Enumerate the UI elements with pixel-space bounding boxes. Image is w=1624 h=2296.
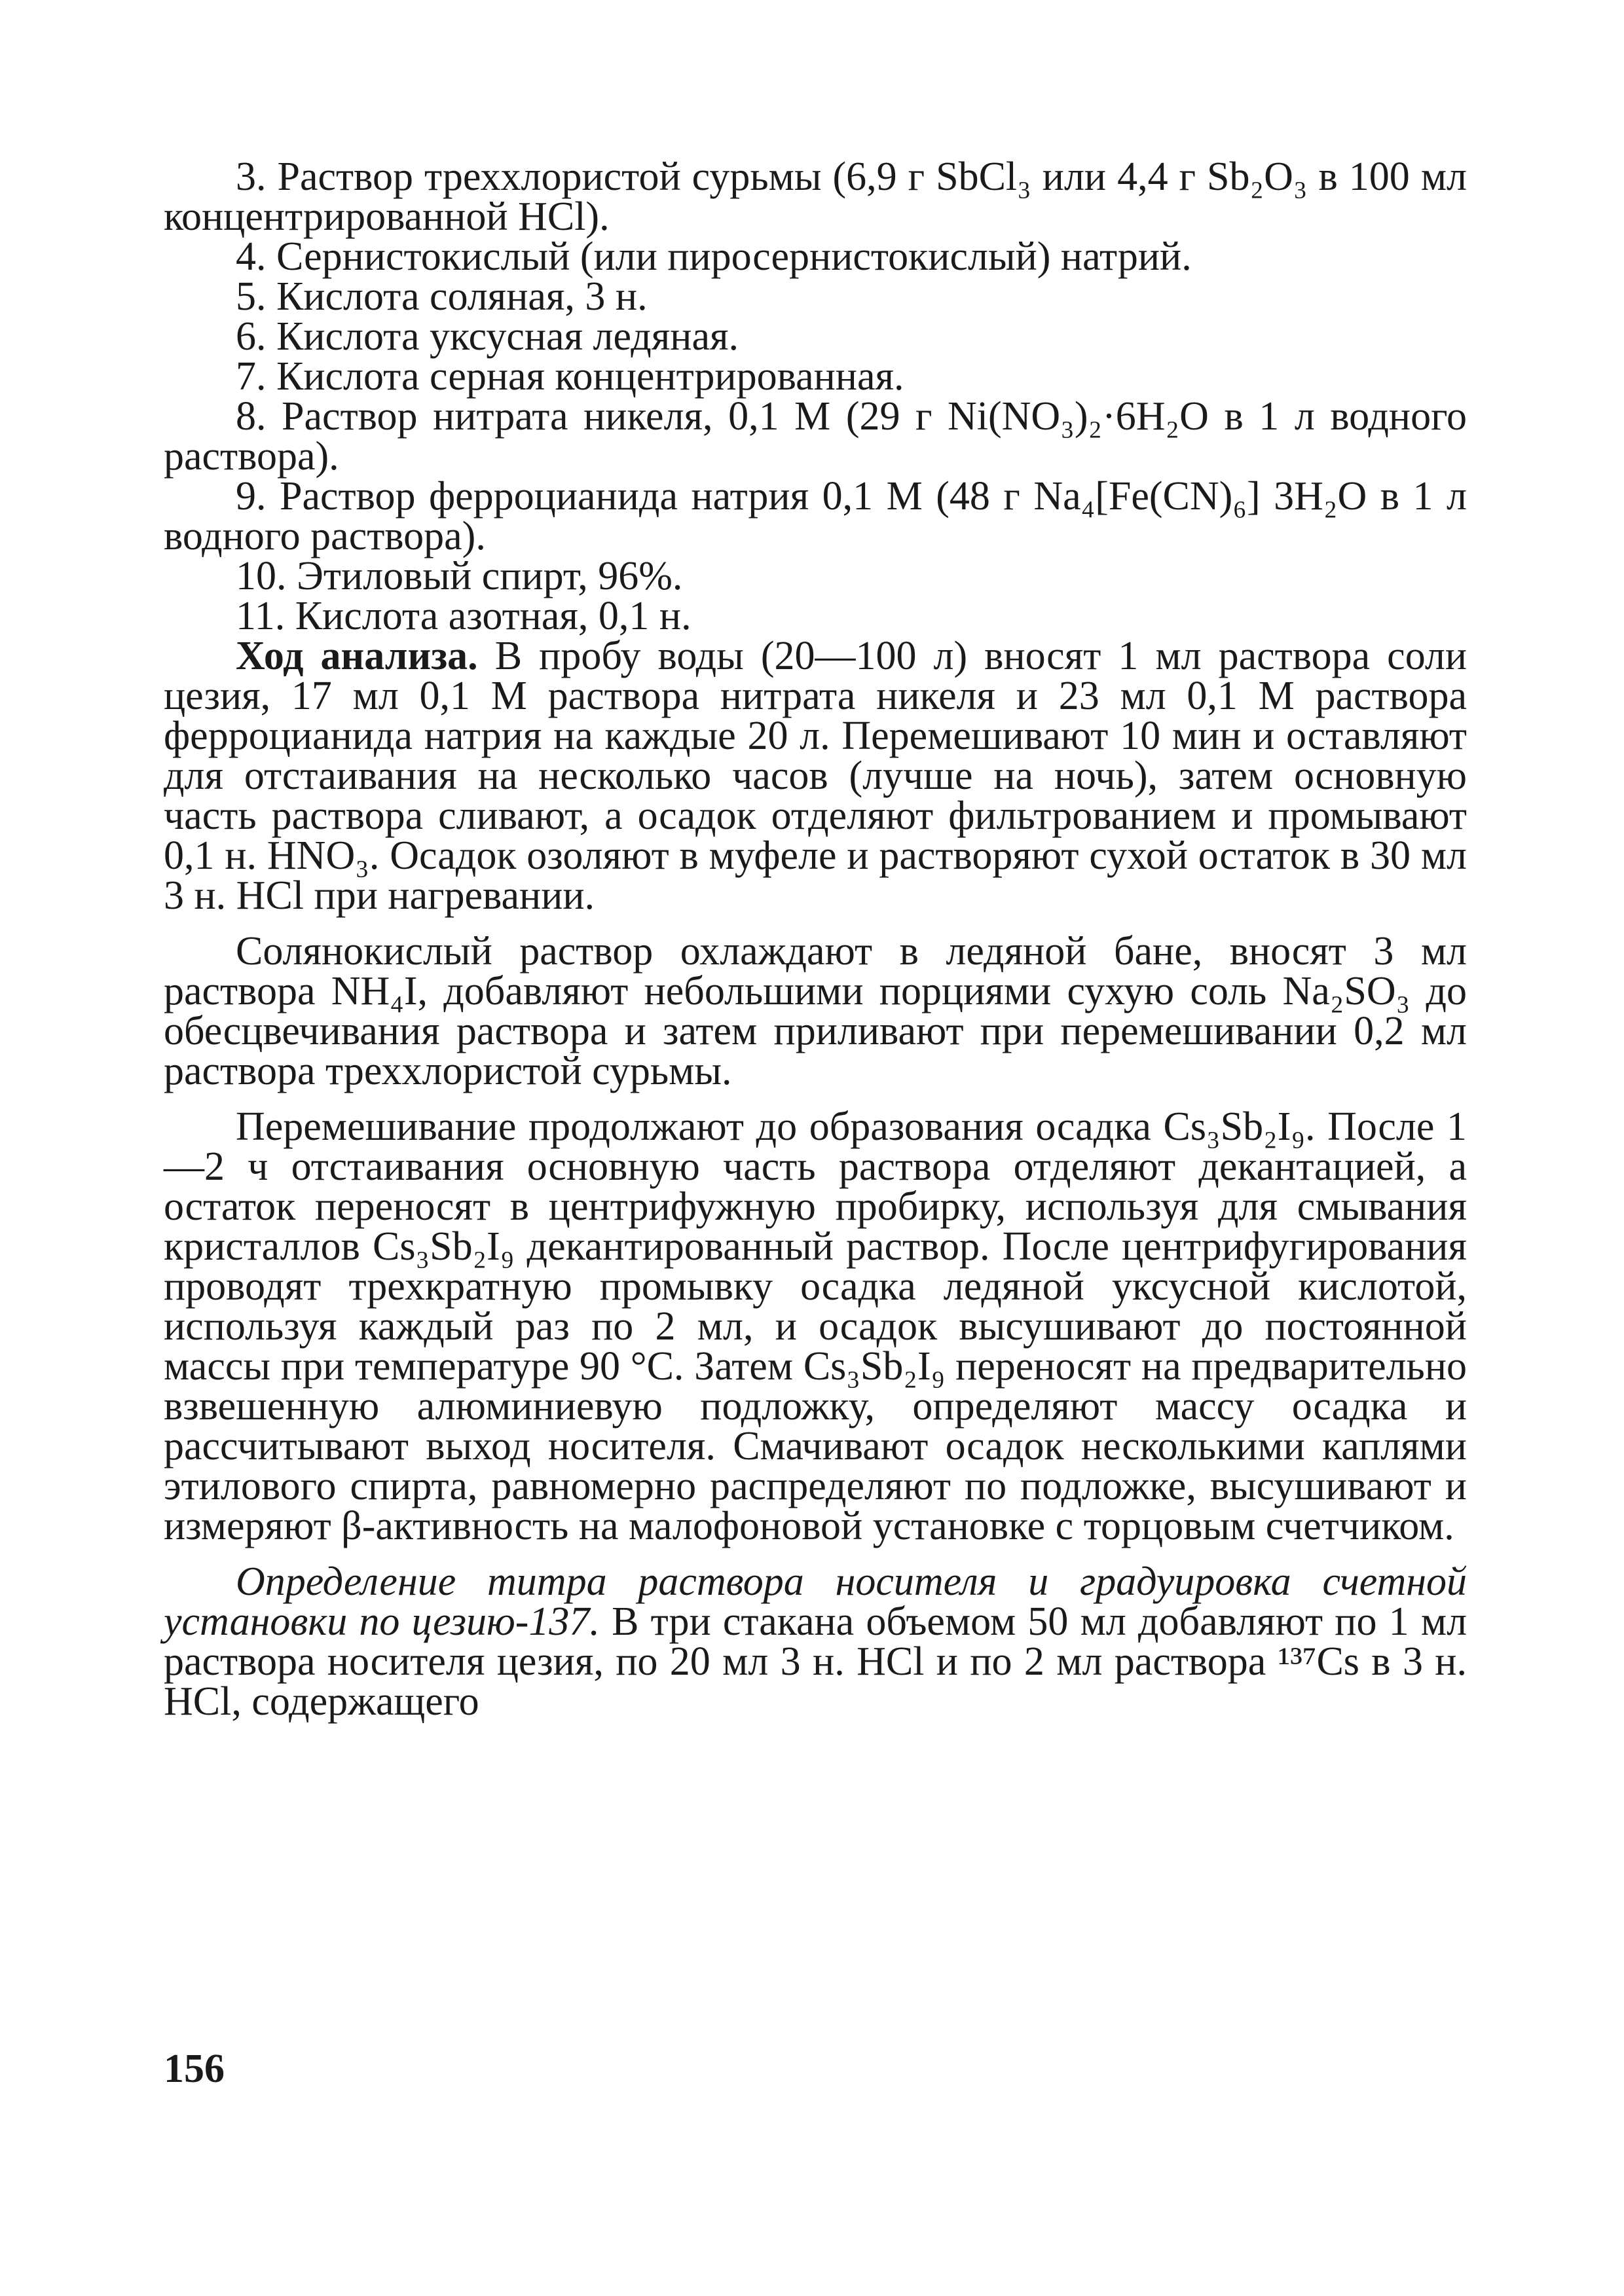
reagent-item-10: 10. Этиловый спирт, 96%. (236, 554, 683, 598)
reagent-item-8: 8. Раствор нитрата никеля, 0,1 М (29 г Ni(NO₃)₂·6H₂O в 1 л водного раствора). (164, 394, 1467, 479)
titration-paragraph (164, 1559, 1467, 1724)
acid-solution-paragraph: Солянокислый раствор охлаждают в ледяной бане, вносят 3 мл раствора NH₄I, добавляют небольшими порциями сухую соль Na₂SO₃ до обесцвечивания раствора и затем приливают при перемешивании 0,2 мл раствора треххлористой сурьмы. (164, 929, 1467, 1093)
reagent-item-4: 4. Сернистокислый (или пиросернистокислый) натрий. (236, 234, 1192, 279)
reagent-item-11: 11. Кислота азотная, 0,1 н. (236, 594, 692, 638)
analysis-text: В пробу воды (20—100 л) вносят 1 мл раствора соли цезия, 17 мл 0,1 М раствора нитрата никеля и 23 мл 0,1 М раствора ферроцианида натрия на каждые 20 л. Перемешивают 10 мин и оставляют для отстаивания на несколько часов (лучше на ночь), затем основную часть раствора сливают, а осадок отделяют фильтрованием и промывают 0,1 н. HNO₃. Осадок озоляют в муфеле и растворяют сухой остаток в 30 мл 3 н. HCl при нагревании. (164, 634, 1467, 918)
titration-text: В три стакана объемом 50 мл добавляют по 1 мл раствора носителя цезия, по 20 мл 3 н. HCl и по 2 мл раствора ¹³⁷Cs в 3 н. HCl, содержащего (164, 1599, 1467, 1724)
reagent-item-6: 6. Кислота уксусная ледяная. (236, 314, 739, 359)
reagent-item-3: 3. Раствор треххлористой сурьмы (6,9 г SbCl₃ или 4,4 г Sb₂O₃ в 100 мл концентрированной HCl). (164, 155, 1467, 239)
reagent-item-7: 7. Кислота серная концентрированная. (236, 354, 904, 399)
page-number: 156 (164, 2047, 225, 2091)
analysis-heading: Ход анализа. (236, 634, 478, 678)
titration-heading: Определение титра раствора носителя и градуировка счетной установки по цезию-137. (164, 1559, 1467, 1644)
analysis-paragraph (164, 636, 1467, 916)
reagent-item-9: 9. Раствор ферроцианида натрия 0,1 М (48 г Na₄[Fe(CN)₆] 3H₂O в 1 л водного раствора). (164, 474, 1467, 558)
precipitation-paragraph: Перемешивание продолжают до образования осадка Cs₃Sb₂I₉. После 1—2 ч отстаивания основную часть раствора отделяют декантацией, а остаток переносят в центрифужную пробирку, используя для смывания кристаллов Cs₃Sb₂I₉ декантированный раствор. После центрифугирования проводят трехкратную промывку осадка ледяной уксусной кислотой, используя каждый раз по 2 мл, и осадок высушивают до постоянной массы при температуре 90 °С. Затем Cs₃Sb₂I₉ переносят на предварительно взвешенную алюминиевую подложку, определяют массу осадка и рассчитывают выход носителя. Смачивают осадок несколькими каплями этилового спирта, равномерно распределяют по подложке, высушивают и измеряют β-активность на малофоновой установке с торцовым счетчиком. (164, 1104, 1467, 1548)
reagent-item-5: 5. Кислота соляная, 3 н. (236, 274, 648, 319)
